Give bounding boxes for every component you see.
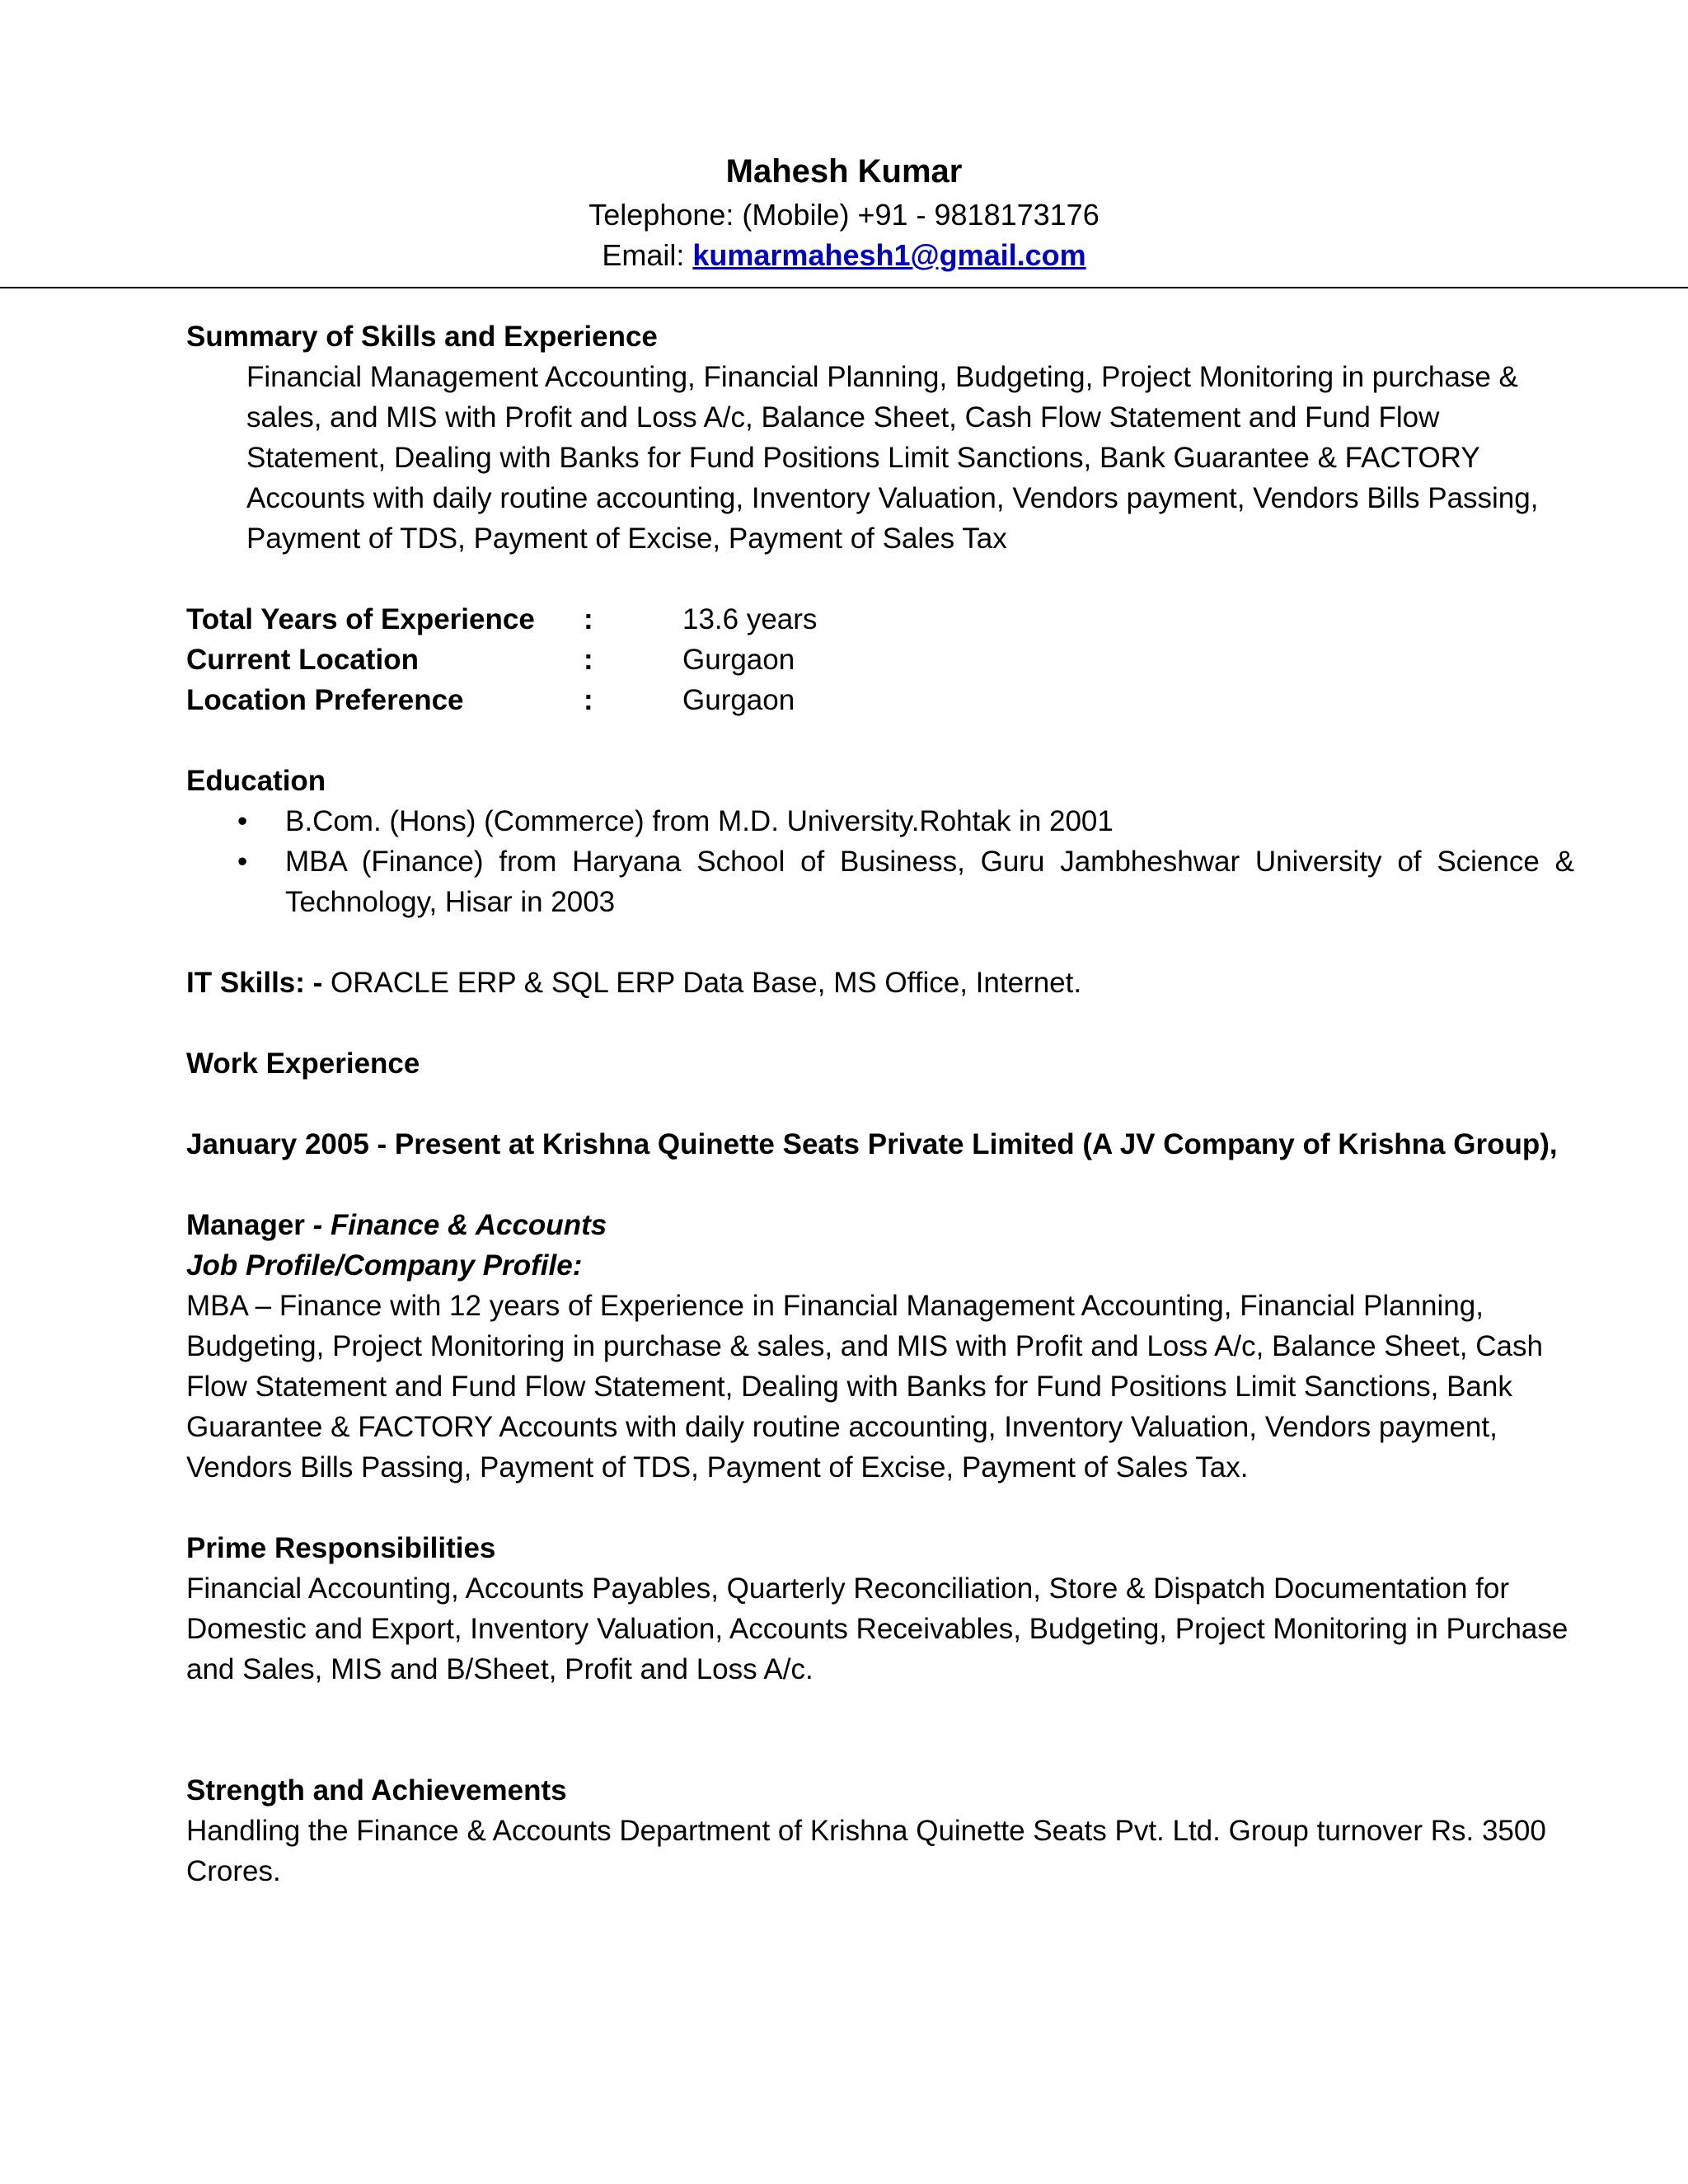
job-profile-heading: Job Profile/Company Profile:	[186, 1249, 583, 1282]
education-list	[186, 801, 1574, 922]
resume-body	[186, 316, 1574, 1891]
detail-label: Total Years of Experience	[186, 603, 535, 635]
it-skills-line	[186, 963, 1574, 1003]
education-entry: MBA (Finance) from Haryana School of Business, Guru Jambheshwar University of Science & Technology, Hisar in 2003	[285, 846, 1574, 918]
details-table	[186, 599, 1574, 720]
email-label: Email:	[602, 238, 693, 272]
detail-row-experience	[186, 599, 1574, 640]
role-title: Manager	[186, 1209, 305, 1241]
detail-value: Gurgaon	[682, 684, 795, 716]
bullet-icon: •	[237, 805, 248, 837]
education-heading: Education	[186, 765, 326, 797]
list-item	[186, 841, 1574, 922]
achievements-heading: Strength and Achievements	[186, 1774, 567, 1807]
education-entry: B.Com. (Hons) (Commerce) from M.D. University.Rohtak in 2001	[285, 805, 1114, 837]
detail-value: Gurgaon	[682, 644, 795, 676]
job-profile-text: MBA – Finance with 12 years of Experience in Financial Management Accounting, Financial Planning, Budgeting, Project Monitoring in purchase & sales, and MIS with Profit and Loss A/c, Balance Sheet, Cash Flow Statement and Fund Flow Statement, Dealing with Banks for Fund Positions Limit Sanctions, Bank Guarantee & FACTORY Accounts with daily routine accounting, Inventory Valuation, Vendors payment, Vendors Bills Passing, Payment of TDS, Payment of Excise, Payment of Sales Tax.	[186, 1290, 1543, 1483]
it-skills-text: ORACLE ERP & SQL ERP Data Base, MS Office, Internet.	[322, 967, 1082, 999]
email-line	[0, 235, 1688, 275]
email-link[interactable]: kumarmahesh1@gmail.com	[692, 238, 1086, 272]
achievements-text: Handling the Finance & Accounts Department of Krishna Quinette Seats Pvt. Ltd. Group turnover Rs. 3500 Crores.	[186, 1815, 1546, 1887]
header-divider	[0, 287, 1688, 288]
detail-separator: :	[584, 684, 593, 716]
detail-label: Current Location	[186, 644, 419, 676]
summary-heading: Summary of Skills and Experience	[186, 321, 658, 353]
list-item	[186, 801, 1574, 841]
responsibilities-text: Financial Accounting, Accounts Payables, Quarterly Reconciliation, Store & Dispatch Documentation for Domestic and Export, Inventory Valuation, Accounts Receivables, Budgeting, Project Monitoring in Purchase and Sales, MIS and B/Sheet, Profit and Loss A/c.	[186, 1572, 1568, 1685]
bullet-icon: •	[237, 846, 248, 878]
it-skills-label: IT Skills: -	[186, 967, 323, 999]
responsibilities-heading: Prime Responsibilities	[186, 1532, 496, 1564]
role-line	[186, 1205, 1574, 1245]
detail-label: Location Preference	[186, 684, 464, 716]
summary-text: Financial Management Accounting, Financial Planning, Budgeting, Project Monitoring in purchase & sales, and MIS with Profit and Loss A/c, Balance Sheet, Cash Flow Statement and Fund Flow Statement, Dealing with Banks for Fund Positions Limit Sanctions, Bank Guarantee & FACTORY Accounts with daily routine accounting, Inventory Valuation, Vendors payment, Vendors Bills Passing, Payment of TDS, Payment of Excise, Payment of Sales Tax	[246, 361, 1539, 555]
detail-value: 13.6 years	[682, 603, 818, 635]
resume-header	[0, 148, 1688, 275]
detail-separator: :	[584, 603, 593, 635]
detail-row-location-preference	[186, 680, 1574, 720]
candidate-name: Mahesh Kumar	[725, 153, 963, 190]
employment-line: January 2005 - Present at Krishna Quinette Seats Private Limited (A JV Company of Krishna Group),	[186, 1128, 1558, 1160]
detail-separator: :	[584, 644, 593, 676]
work-experience-heading: Work Experience	[186, 1047, 420, 1080]
telephone-line: Telephone: (Mobile) +91 - 9818173176	[588, 198, 1100, 232]
role-department: - Finance & Accounts	[304, 1209, 607, 1241]
detail-row-current-location	[186, 640, 1574, 680]
